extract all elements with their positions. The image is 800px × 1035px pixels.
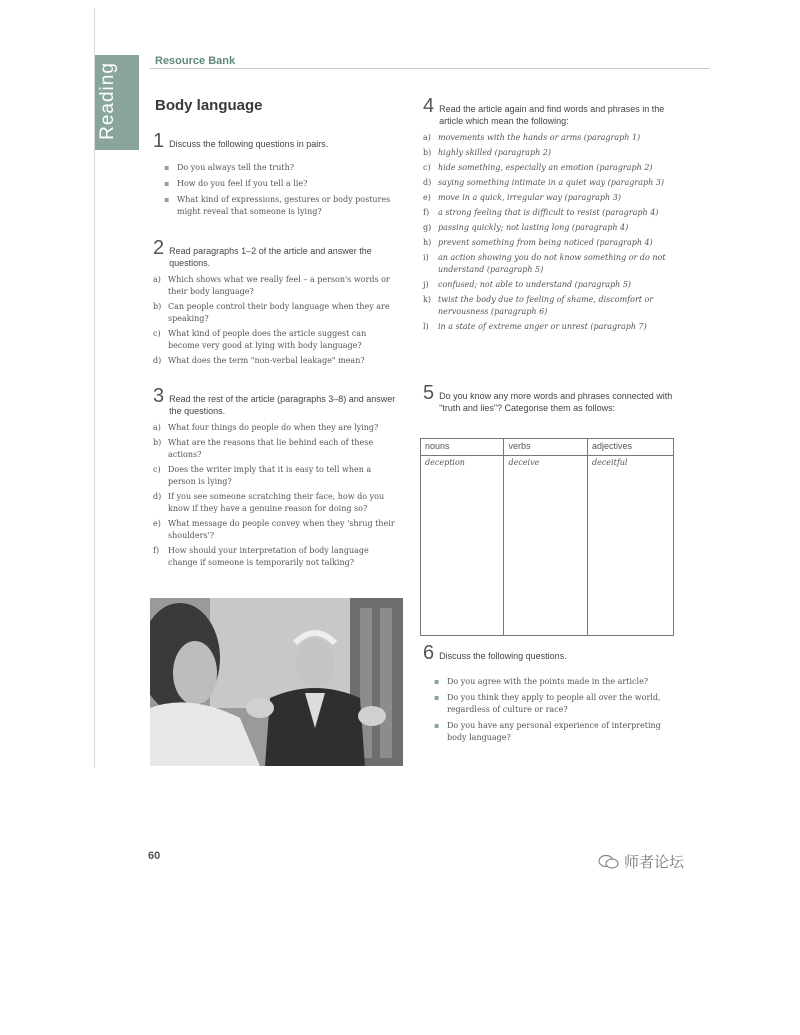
list-item: a) Which shows what we really feel – a person's words or their body language? — [153, 275, 390, 296]
table-cell: deception — [421, 456, 504, 636]
header-rule — [150, 68, 710, 69]
list-item: a) movements with the hands or arms (paragraph 1) — [423, 133, 641, 142]
exercise-number: 1 — [153, 130, 165, 152]
article-photo — [150, 598, 403, 766]
list-item: e) What message do people convey when they 'shrug their shoulders'? — [153, 519, 395, 540]
exercise-instruction: Read paragraphs 1–2 of the article and answer the questions. — [169, 246, 372, 268]
table-cell: deceive — [504, 456, 587, 636]
exercise-4 — [423, 95, 678, 336]
page-number: 60 — [148, 850, 161, 862]
exercise-2 — [153, 237, 398, 370]
list-item: g) passing quickly; not lasting long (paragraph 4) — [423, 223, 629, 232]
wechat-icon — [598, 854, 620, 870]
list-item: f) a strong feeling that is difficult to resist (paragraph 4) — [423, 208, 659, 217]
list-item: c) Does the writer imply that it is easy to tell when a person is lying? — [153, 465, 372, 486]
exercise-instruction: Discuss the following questions. — [439, 651, 567, 661]
list-item: ▪ Do you have any personal experience of interpreting body language? — [423, 720, 678, 744]
exercise-5 — [423, 382, 678, 414]
exercise-instruction: Read the rest of the article (paragraphs 3–8) and answer the questions. — [169, 394, 396, 416]
exercise-number: 3 — [153, 385, 165, 407]
list-item: d) If you see someone scratching their face, how do you know if they have a genuine reason for doing so? — [153, 492, 385, 513]
list-item: b) highly skilled (paragraph 2) — [423, 148, 551, 157]
list-item: d) saying something intimate in a quiet way (paragraph 3) — [423, 178, 665, 187]
exercise-number: 4 — [423, 95, 435, 117]
list-item: h) prevent something from being noticed (paragraph 4) — [423, 238, 653, 247]
watermark — [598, 851, 684, 872]
table-header: verbs — [504, 439, 587, 456]
list-item: ▪ Do you think they apply to people all over the world, regardless of culture or race? — [423, 692, 678, 716]
list-item: c) What kind of people does the article suggest can become very good at lying with body language? — [153, 329, 367, 350]
list-item: f) How should your interpretation of body language change if someone is temporarily not talking? — [153, 546, 369, 567]
watermark-text: 师者论坛 — [624, 854, 685, 871]
tab-label: Reading — [96, 62, 118, 140]
exercise-instruction: Discuss the following questions in pairs. — [169, 139, 329, 149]
list-item: d) What does the term "non-verbal leakage" mean? — [153, 356, 365, 365]
list-item: k) twist the body due to feeling of shame, discomfort or nervousness (paragraph 6) — [423, 295, 654, 316]
section-tab — [95, 55, 139, 150]
list-item: b) What are the reasons that lie behind each of these actions? — [153, 438, 374, 459]
resource-bank-label: Resource Bank — [155, 55, 236, 67]
category-table — [420, 438, 674, 636]
table-header: adjectives — [587, 439, 673, 456]
exercise-3 — [153, 385, 398, 572]
list-item: ▪ Do you always tell the truth? — [153, 162, 393, 174]
exercise-instruction: Do you know any more words and phrases connected with "truth and lies"? Categorise them as follows: — [439, 391, 673, 413]
table-header: nouns — [421, 439, 504, 456]
list-item: b) Can people control their body language when they are speaking? — [153, 302, 390, 323]
list-item: ▪ What kind of expressions, gestures or body postures might reveal that someone is lying? — [153, 194, 393, 218]
list-item: j) confused; not able to understand (paragraph 5) — [423, 280, 632, 289]
list-item: c) hide something, especially an emotion (paragraph 2) — [423, 163, 653, 172]
table-cell: deceitful — [587, 456, 673, 636]
list-item: i) an action showing you do not know something or do not understand (paragraph 5) — [423, 253, 666, 274]
exercise-instruction: Read the article again and find words and phrases in the article which mean the following: — [439, 104, 665, 126]
exercise-number: 5 — [423, 382, 435, 404]
list-item: a) What four things do people do when they are lying? — [153, 423, 379, 432]
page-title: Body language — [155, 97, 263, 114]
list-item: l) in a state of extreme anger or unrest (paragraph 7) — [423, 322, 647, 331]
list-item: ▪ How do you feel if you tell a lie? — [153, 178, 393, 190]
exercise-number: 6 — [423, 642, 435, 664]
exercise-6 — [423, 642, 678, 748]
list-item: ▪ Do you agree with the points made in the article? — [423, 676, 678, 688]
exercise-1 — [153, 130, 393, 222]
exercise-number: 2 — [153, 237, 165, 259]
list-item: e) move in a quick, irregular way (paragraph 3) — [423, 193, 621, 202]
